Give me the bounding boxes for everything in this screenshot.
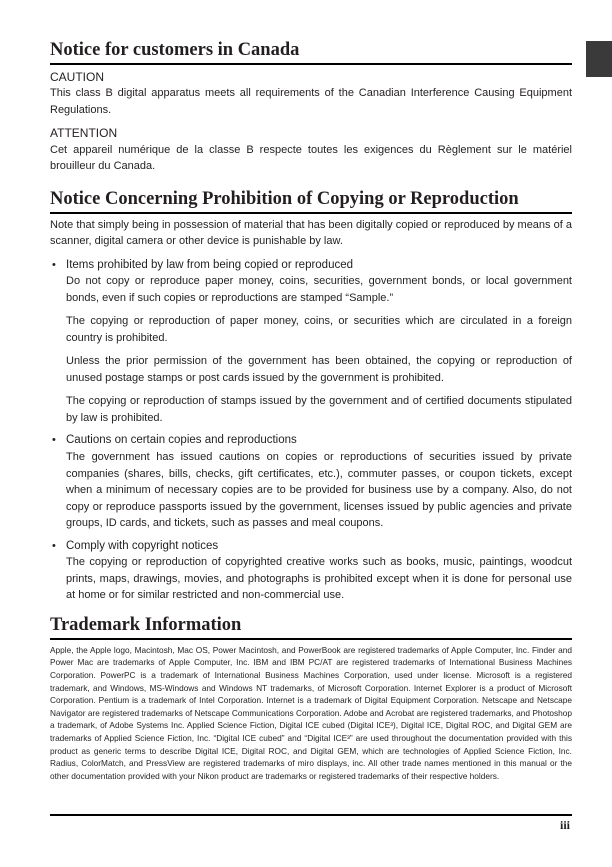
item-paragraph: The government has issued cautions on copies or reproductions of securities issued by private companies (shares, bills, checks, gift certificates, etc.), commuter passes, or coupon tickets, except when a minimum of necessary copies are to be provided for business use by a company. Also, do not copy or reproduce passports issued by the government, licenses issued by public agencies and private groups, ID cards, and tickets, such as passes and meal coupons. <box>66 451 572 530</box>
caution-text: This class B digital apparatus meets all requirements of the Canadian Interference Causing Equipment Regulations. <box>50 87 572 116</box>
item-paragraph: Do not copy or reproduce paper money, coins, securities, government bonds, or local government bonds, even if such copies or reproductions are stamped “Sample.” <box>66 275 572 304</box>
copying-notice-heading: Notice Concerning Prohibition of Copying or Reproduction <box>50 189 572 214</box>
trademark-text: Apple, the Apple logo, Macintosh, Mac OS, Power Macintosh, and PowerBook are registered trademarks of Apple Computer, Inc. Finder and Power Mac are trademarks of Apple Computer, Inc. IBM and IBM PC/AT are registered trademarks of International Business Machines Corporation. PowerPC is a trademark of International Business Machines Corporation, used under license. Microsoft is a registered trademark, and Windows, MS-Windows and Windows NT trademarks, of Microsoft Corporation. Internet Explorer is a product of Microsoft Corporation. Pentium is a trademark of Intel Corporation. Internet is a trademark of Digital Equipment Corporation. Netscape and Netscape Navigator are registered trademarks of Netscape Communications Corporation. Adobe and Acrobat are registered trademarks, and Photoshop a trademark, of Adobe Systems Inc. Applied Science Fiction, Digital ICE cubed (Digital ICE³), Digital ICE, Digital ROC, and Digital GEM are trademarks of Applied Science Fiction, Inc. “Digital ICE cubed” and “Digital ICE³” are used throughout the documentation provided with this product as generic terms to describe Digital ICE, Digital ROC, and Digital GEM, which are technologies of Applied Science Fiction, Inc. Radius, ColorMatch, and PressView are registered trademarks of miro displays, inc. All other trade names mentioned in this manual or the other documentation provided with your Nikon product are trademarks or registered trademarks of their respective holders. <box>50 644 572 781</box>
section-thumb-tab <box>586 41 612 77</box>
footer-rule <box>50 814 572 816</box>
item-title: Items prohibited by law from being copied or reproduced <box>66 258 354 271</box>
copying-item-list <box>50 257 572 604</box>
list-item <box>50 257 572 427</box>
page-number: iii <box>559 818 570 832</box>
copying-notice-section <box>50 189 572 604</box>
item-title: Cautions on certain copies and reproductions <box>66 434 297 447</box>
trademark-heading: Trademark Information <box>50 615 572 640</box>
bullet-marker: • <box>52 258 56 271</box>
caution-label: CAUTION <box>50 69 104 84</box>
attention-label: ATTENTION <box>50 126 118 141</box>
copying-intro: Note that simply being in possession of material that has been digitally copied or reproduced by means of a scanner, digital camera or other device is punishable by law. <box>50 218 572 248</box>
item-paragraph: The copying or reproduction of copyrighted creative works such as books, music, paintings, woodcut prints, maps, drawings, movies, and photographs is prohibited except when it is done for personal use at home or for similar restricted and non-commercial use. <box>66 556 572 602</box>
item-paragraph: Unless the prior permission of the government has been obtained, the copying or reproduction of unused postage stamps or post cards issued by the government is prohibited. <box>66 355 572 384</box>
item-paragraph: The copying or reproduction of stamps issued by the government and of certified documents stipulated by law is prohibited. <box>66 395 572 424</box>
list-item <box>50 432 572 531</box>
attention-text: Cet appareil numérique de la classe B respecte toutes les exigences du Règlement sur le matériel brouilleur du Canada. <box>50 143 572 173</box>
item-paragraph: The copying or reproduction of paper money, coins, or securities which are circulated in a foreign country is prohibited. <box>66 315 572 344</box>
bullet-marker: • <box>52 434 56 447</box>
canada-notice-heading: Notice for customers in Canada <box>50 40 572 65</box>
trademark-section <box>50 615 572 782</box>
list-item <box>50 538 572 604</box>
item-title: Comply with copyright notices <box>66 539 219 552</box>
bullet-marker: • <box>52 539 56 552</box>
canada-notice-section <box>50 40 572 175</box>
